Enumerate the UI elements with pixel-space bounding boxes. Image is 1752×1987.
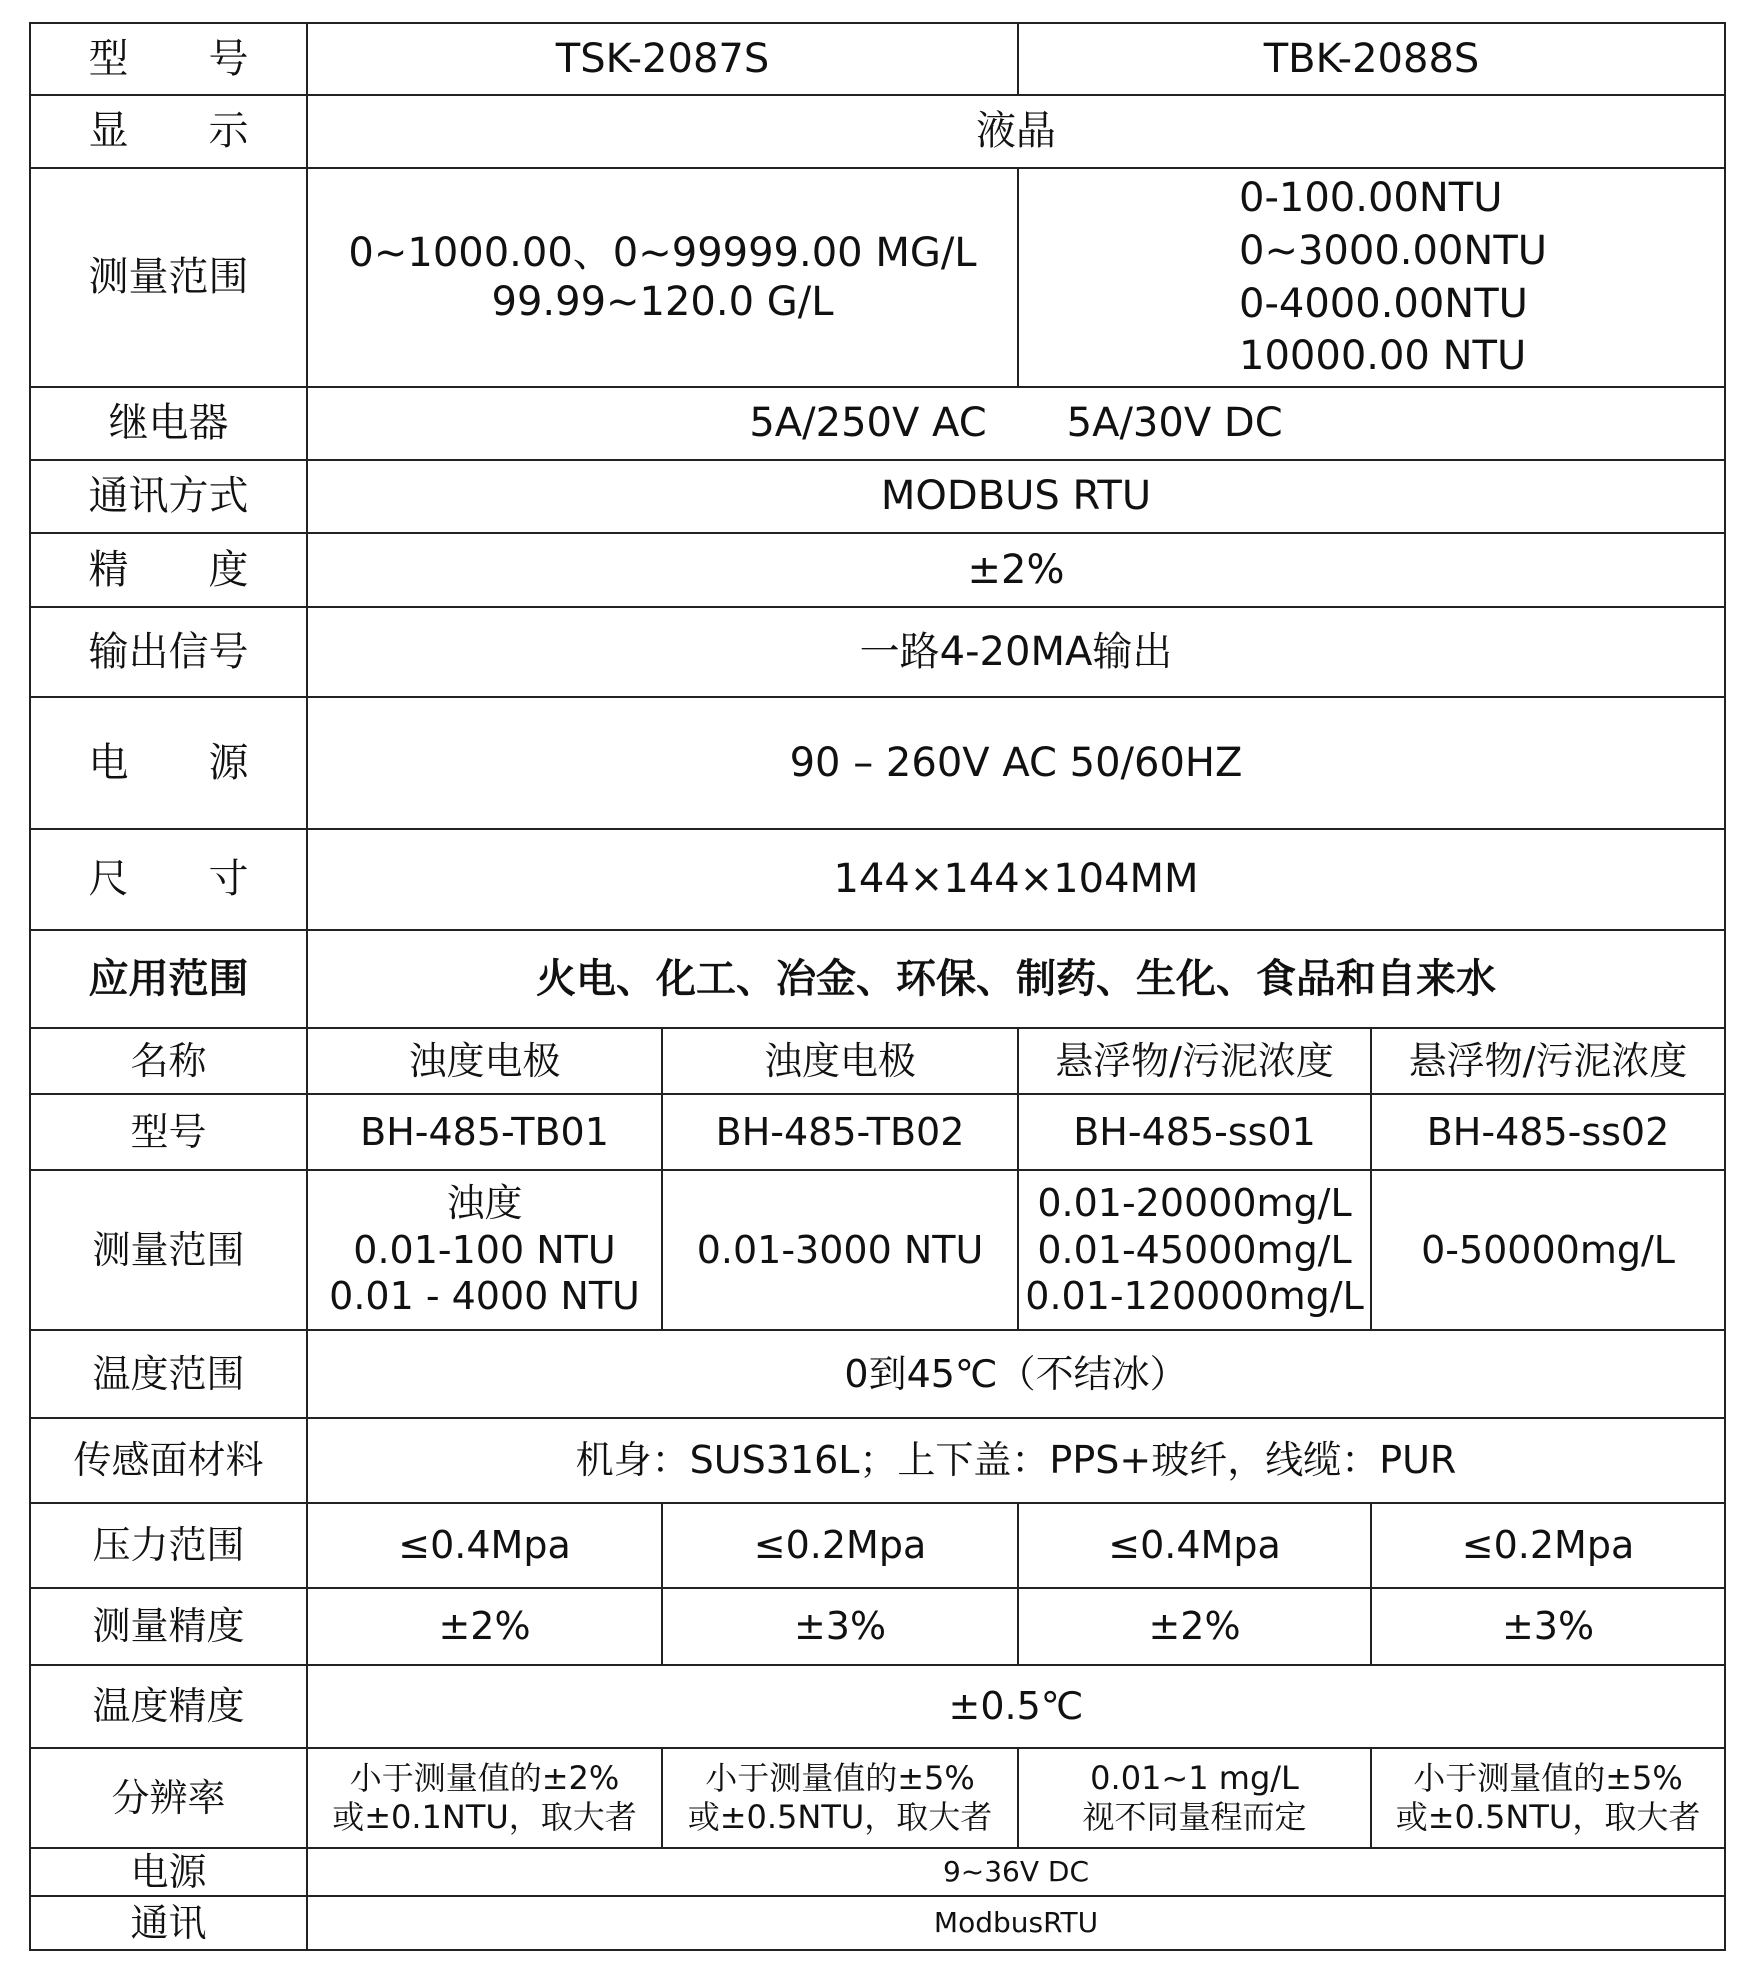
label-model: 型 号 [30, 23, 307, 95]
pressure-col3: ≤0.4Mpa [1018, 1503, 1371, 1588]
meas-accuracy-col3: ±2% [1018, 1588, 1371, 1665]
row-power [30, 697, 1725, 829]
row-relay [30, 387, 1725, 460]
label-material: 传感面材料 [30, 1418, 307, 1503]
name-col1: 浊度电极 [307, 1028, 662, 1094]
resolution-col3-line1: 0.01~1 mg/L [1090, 1758, 1299, 1797]
name-col4: 悬浮物/污泥浓度 [1371, 1028, 1725, 1094]
label-sensor-model: 型号 [30, 1094, 307, 1170]
meas-accuracy-col4: ±3% [1371, 1588, 1725, 1665]
accuracy-value: ±2% [307, 533, 1725, 607]
range-tbk-line4: 10000.00 NTU [1239, 333, 1527, 380]
range-tbk-line3: 0-4000.00NTU [1239, 280, 1528, 327]
size-value: 144×144×104MM [307, 829, 1725, 930]
sensor-model-col4: BH-485-ss02 [1371, 1094, 1725, 1170]
row-comm [30, 460, 1725, 533]
display-value: 液晶 [307, 95, 1725, 168]
sensor-model-col1: BH-485-TB01 [307, 1094, 662, 1170]
range-tbk-line1: 0-100.00NTU [1239, 174, 1503, 221]
label-application: 应用范围 [30, 930, 307, 1028]
pressure-col1: ≤0.4Mpa [307, 1503, 662, 1588]
resolution-col1-line1: 小于测量值的±2% [349, 1758, 620, 1797]
label-sensor-range: 测量范围 [30, 1170, 307, 1330]
resolution-col2 [662, 1748, 1018, 1848]
label-name: 名称 [30, 1028, 307, 1094]
sensor-range-col3-line2: 0.01-45000mg/L [1037, 1227, 1352, 1272]
sensor-range-col2: 0.01-3000 NTU [662, 1170, 1018, 1330]
model-tsk: TSK-2087S [307, 23, 1018, 95]
label-temp-accuracy: 温度精度 [30, 1665, 307, 1748]
label-display: 显 示 [30, 95, 307, 168]
pressure-col4: ≤0.2Mpa [1371, 1503, 1725, 1588]
resolution-col3-line2: 视不同量程而定 [1082, 1798, 1307, 1836]
row-output [30, 607, 1725, 697]
resolution-col1 [307, 1748, 662, 1848]
label-range: 测量范围 [30, 168, 307, 387]
resolution-col4-line2: 或±0.5NTU，取大者 [1395, 1798, 1701, 1836]
sensor-model-col3: BH-485-ss01 [1018, 1094, 1371, 1170]
row-temp-range [30, 1330, 1725, 1418]
label-resolution: 分辨率 [30, 1748, 307, 1848]
sensor-range-col1-line2: 0.01-100 NTU [353, 1227, 616, 1272]
sensor-range-col3 [1018, 1170, 1371, 1330]
meas-accuracy-col1: ±2% [307, 1588, 662, 1665]
sensor-range-col4: 0-50000mg/L [1371, 1170, 1725, 1330]
row-pressure [30, 1503, 1725, 1588]
label-power: 电 源 [30, 697, 307, 829]
temp-accuracy-value: ±0.5℃ [307, 1665, 1725, 1748]
label-pressure: 压力范围 [30, 1503, 307, 1588]
row-name [30, 1028, 1725, 1094]
label-size: 尺 寸 [30, 829, 307, 930]
relay-value: 5A/250V AC 5A/30V DC [307, 387, 1725, 460]
row-display [30, 95, 1725, 168]
row-sensor-model [30, 1094, 1725, 1170]
row-model [30, 23, 1725, 95]
name-col3: 悬浮物/污泥浓度 [1018, 1028, 1371, 1094]
sensor-range-col1 [307, 1170, 662, 1330]
label-accuracy: 精 度 [30, 533, 307, 607]
row-resolution [30, 1748, 1725, 1848]
sensor-comm-value: ModbusRTU [307, 1896, 1725, 1950]
resolution-col1-line2: 或±0.1NTU，取大者 [332, 1798, 637, 1836]
model-tbk: TBK-2088S [1018, 23, 1725, 95]
resolution-col3 [1018, 1748, 1371, 1848]
comm-value: MODBUS RTU [307, 460, 1725, 533]
row-sensor-range [30, 1170, 1725, 1330]
sensor-range-col3-line1: 0.01-20000mg/L [1037, 1181, 1352, 1226]
sensor-range-col3-line3: 0.01-120000mg/L [1025, 1274, 1364, 1319]
sensor-range-col1-line3: 0.01 - 4000 NTU [329, 1274, 640, 1319]
label-output: 输出信号 [30, 607, 307, 697]
label-relay: 继电器 [30, 387, 307, 460]
row-application [30, 930, 1725, 1028]
resolution-col2-line2: 或±0.5NTU，取大者 [687, 1798, 993, 1836]
spec-sheet [29, 22, 1724, 1951]
label-supply: 电源 [30, 1848, 307, 1896]
temp-range-value: 0到45℃（不结冰） [307, 1330, 1725, 1418]
range-tbk [1018, 168, 1725, 387]
sensor-range-col1-line1: 浊度 [446, 1181, 523, 1226]
pressure-col2: ≤0.2Mpa [662, 1503, 1018, 1588]
material-value: 机身：SUS316L；上下盖：PPS+玻纤，线缆：PUR [307, 1418, 1725, 1503]
row-material [30, 1418, 1725, 1503]
sensor-model-col2: BH-485-TB02 [662, 1094, 1018, 1170]
name-col2: 浊度电极 [662, 1028, 1018, 1094]
resolution-col4 [1371, 1748, 1725, 1848]
range-tsk-line2: 99.99~120.0 G/L [491, 278, 834, 325]
spec-table [29, 22, 1726, 1951]
label-comm: 通讯方式 [30, 460, 307, 533]
meas-accuracy-col2: ±3% [662, 1588, 1018, 1665]
range-tsk-line1: 0~1000.00、0~99999.00 MG/L [348, 229, 977, 276]
output-value: 一路4-20MA输出 [307, 607, 1725, 697]
label-sensor-comm: 通讯 [30, 1896, 307, 1950]
row-temp-accuracy [30, 1665, 1725, 1748]
range-tbk-line2: 0~3000.00NTU [1239, 227, 1548, 274]
range-tsk [307, 168, 1018, 387]
power-value: 90 – 260V AC 50/60HZ [307, 697, 1725, 829]
resolution-col4-line1: 小于测量值的±5% [1413, 1758, 1683, 1797]
row-meas-accuracy [30, 1588, 1725, 1665]
supply-value: 9~36V DC [307, 1848, 1725, 1896]
row-size [30, 829, 1725, 930]
label-meas-accuracy: 测量精度 [30, 1588, 307, 1665]
resolution-col2-line1: 小于测量值的±5% [705, 1758, 975, 1797]
label-temp-range: 温度范围 [30, 1330, 307, 1418]
row-range [30, 168, 1725, 387]
row-supply [30, 1848, 1725, 1896]
application-value: 火电、化工、冶金、环保、制药、生化、食品和自来水 [307, 930, 1725, 1028]
row-sensor-comm [30, 1896, 1725, 1950]
row-accuracy [30, 533, 1725, 607]
